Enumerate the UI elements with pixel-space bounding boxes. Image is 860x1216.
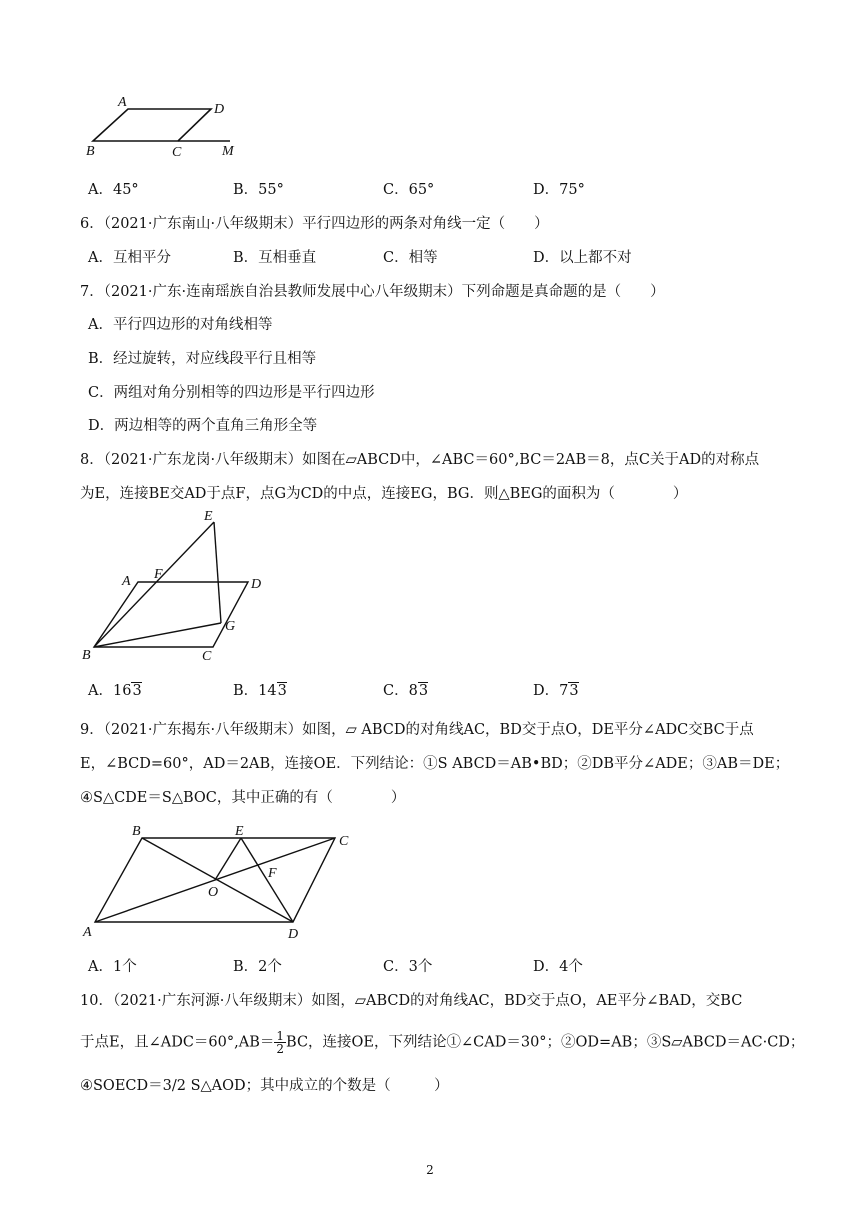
q9-stem-line2: E，∠BCD=60°，AD＝2AB，连接OE．下列结论：①S ABCD＝AB•BD；②DB平分∠ADE；③AB＝DE； — [80, 756, 790, 772]
q6-option-b: B．互相垂直 — [233, 250, 317, 266]
q8-option-a: A．163 — [88, 683, 142, 699]
q5-label-c: C — [172, 145, 182, 160]
q7-option-d: D．两边相等的两个直角三角形全等 — [88, 418, 318, 434]
q8-label-c: C — [202, 649, 212, 664]
q10-stem-line2: 于点E，且∠ADC＝60°,AB＝ $\frac{1}{2}$ BC，连接OE，下列结论①∠CAD＝30°；②OD=AB；③S▱ABCD＝AC·CD； — [80, 1029, 805, 1056]
q9-option-d: D．4个 — [533, 959, 583, 975]
q8-parallelogram-figure — [80, 510, 280, 670]
q8-option-c: C．83 — [383, 683, 429, 699]
q8-label-f: F — [154, 567, 163, 582]
q9-label-f: F — [268, 866, 277, 881]
q5-label-m: M — [222, 144, 234, 159]
q8-label-e: E — [204, 510, 213, 524]
q8-option-d: D．73 — [533, 683, 579, 699]
q5-label-d: D — [214, 102, 225, 117]
q6-option-d: D．以上都不对 — [533, 250, 632, 266]
q9-parallelogram-figure — [80, 818, 370, 948]
q9-option-a: A．1个 — [88, 959, 137, 975]
q9-label-d: D — [288, 927, 299, 942]
q7-stem: 7．（2021·广东·连南瑶族自治县教师发展中心八年级期末）下列命题是真命题的是（ ） — [80, 284, 665, 300]
q8-stem-line1: 8．（2021·广东龙岗·八年级期末）如图在▱ABCD中，∠ABC＝60°,BC＝2AB＝8，点C关于AD的对称点 — [80, 452, 760, 468]
q5-option-b: B．55° — [233, 182, 284, 198]
q5-option-c: C．65° — [383, 182, 435, 198]
q8-label-a: A — [122, 574, 131, 589]
q8-label-b: B — [82, 648, 91, 663]
page-number: 2 — [426, 1163, 434, 1177]
q8-label-g: G — [225, 619, 236, 634]
q7-option-c: C．两组对角分别相等的四边形是平行四边形 — [88, 385, 375, 401]
q5-parallelogram-figure — [80, 95, 250, 160]
q5-option-d: D．75° — [533, 182, 585, 198]
q10-stem-line3: ④SOECD＝3/2 S△AOD；其中成立的个数是（ ） — [80, 1078, 449, 1094]
q6-stem: 6．（2021·广东南山·八年级期末）平行四边形的两条对角线一定（ ） — [80, 216, 549, 232]
q9-label-c: C — [339, 834, 349, 849]
q9-label-a: A — [83, 925, 92, 940]
q9-stem-line1: 9．（2021·广东揭东·八年级期末）如图，▱ ABCD的对角线AC，BD交于点O，DE平分∠ADC交BC于点 — [80, 722, 754, 738]
q7-option-b: B．经过旋转，对应线段平行且相等 — [88, 351, 317, 367]
q8-stem-line2: 为E，连接BE交AD于点F，点G为CD的中点，连接EG，BG．则△BEG的面积为（ ） — [80, 486, 688, 502]
q5-label-a: A — [118, 95, 127, 110]
q5-label-b: B — [86, 144, 95, 159]
q8-label-d: D — [251, 577, 262, 592]
q9-label-b: B — [132, 824, 141, 839]
q10-fraction: $\frac{1}{2}$ — [276, 1029, 285, 1056]
q7-option-a: A．平行四边形的对角线相等 — [88, 317, 273, 333]
q9-label-o: O — [208, 885, 219, 900]
q6-option-a: A．互相平分 — [88, 250, 171, 266]
q9-option-b: B．2个 — [233, 959, 282, 975]
q6-option-c: C．相等 — [383, 250, 438, 266]
q10-stem-line1: 10．（2021·广东河源·八年级期末）如图，▱ABCD的对角线AC，BD交于点O，AE平分∠BAD，交BC — [80, 993, 743, 1009]
q9-option-c: C．3个 — [383, 959, 433, 975]
q8-option-b: B．143 — [233, 683, 287, 699]
q9-label-e: E — [235, 824, 244, 839]
q5-option-a: A．45° — [88, 182, 139, 198]
q9-stem-line3: ④S△CDE＝S△BOC，其中正确的有（ ） — [80, 790, 406, 806]
